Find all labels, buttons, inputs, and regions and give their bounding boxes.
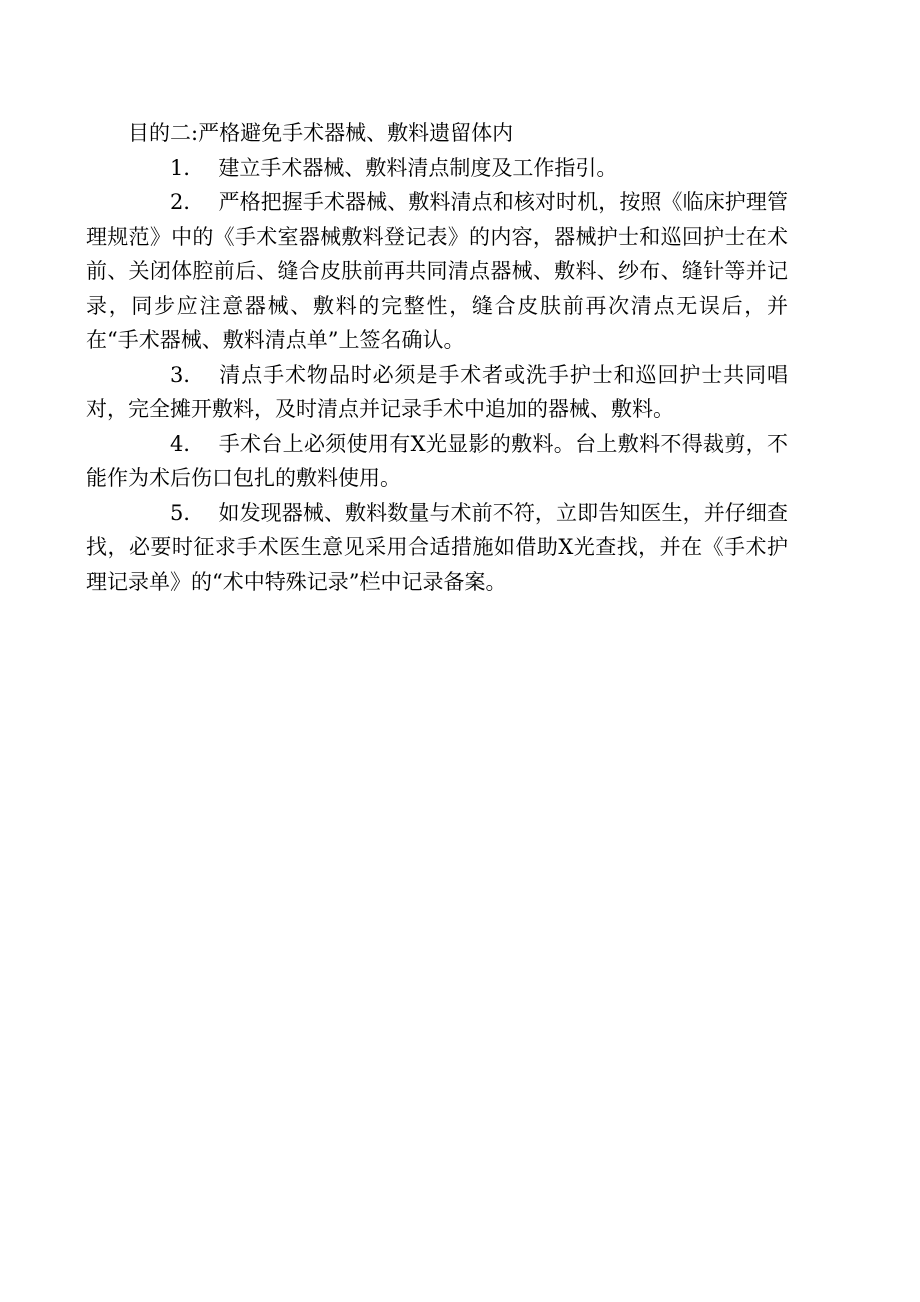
item-text: 建立手术器械、敷料清点制度及工作指引。 (218, 155, 618, 180)
section-heading: 目的二:严格避免手术器械、敷料遗留体内 (128, 121, 514, 145)
item-number: 5． (170, 500, 205, 525)
item-number: 4． (170, 431, 205, 456)
list-item (86, 185, 788, 358)
list-item (86, 151, 788, 186)
item-text: 手术台上必须使用有X光显影的敷料。台上敷料不得裁剪，不能作为术后伤口包扎的敷料使用。 (86, 431, 788, 490)
list-item (86, 496, 788, 600)
item-number: 1． (170, 155, 205, 180)
list-item (86, 427, 788, 496)
document-body (86, 116, 788, 599)
item-text: 如发现器械、敷料数量与术前不符，立即告知医生，并仔细查找，必要时征求手术医生意见采用合适措施如借助X光查找，并在《手术护理记录单》的“术中特殊记录”栏中记录备案。 (86, 500, 788, 594)
item-text: 清点手术物品时必须是手术者或洗手护士和巡回护士共同唱对，完全摊开敷料，及时清点并记录手术中追加的器械、敷料。 (86, 362, 788, 421)
item-number: 3． (170, 362, 205, 387)
list-item (86, 358, 788, 427)
item-text: 严格把握手术器械、敷料清点和核对时机，按照《临床护理管理规范》中的《手术室器械敷料登记表》的内容，器械护士和巡回护士在术前、关闭体腔前后、缝合皮肤前再共同清点器械、敷料、纱布、缝针等并记录，同步应注意器械、敷料的完整性，缝合皮肤前再次清点无误后，并在“手术器械、敷料清点单”上签名确认。 (86, 190, 788, 352)
item-number: 2． (170, 190, 205, 214)
